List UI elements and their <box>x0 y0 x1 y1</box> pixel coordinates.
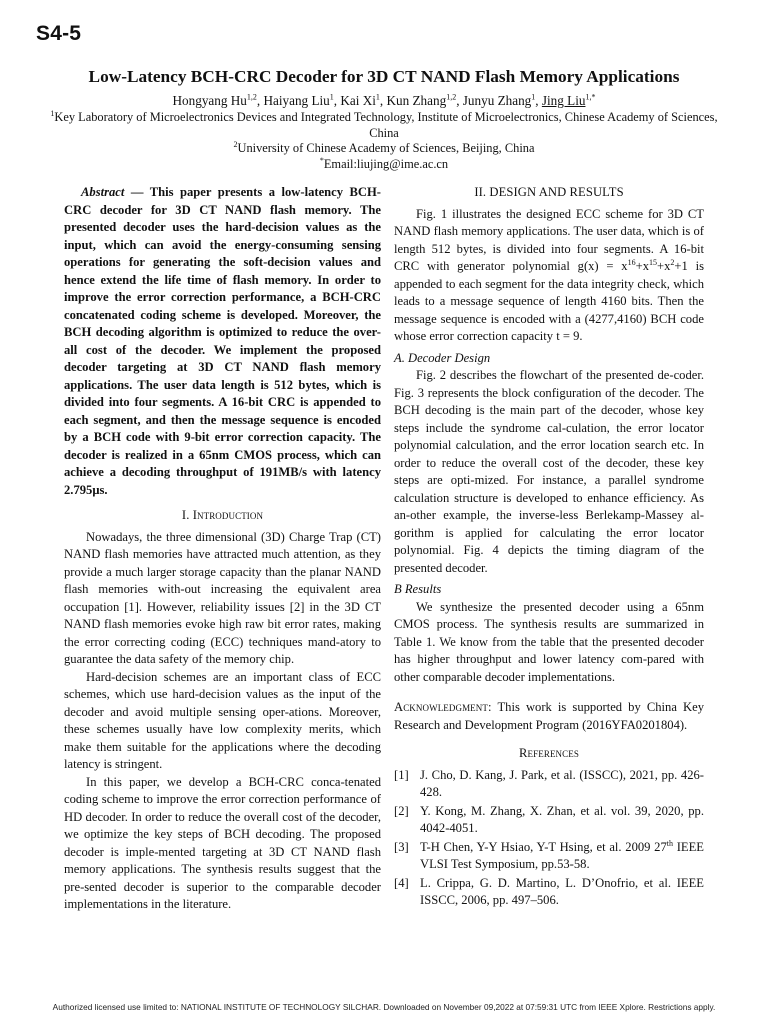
affiliation-1-text: Key Laboratory of Microelectronics Devices and Integrated Technology, Institute of Microelectronics, Chinese Academy of Sciences, China <box>54 110 718 140</box>
email-sup: * <box>319 155 324 165</box>
reference-list <box>394 767 704 910</box>
intro-paragraph-2: Hard-decision schemes are an important class of ECC schemes, which use hard-decision values as the input of the decoder and avoid multiple sensing oper-ations. Moreover, these schemes usually have low complexity merits, which make them suitable for the applications where the decoding latency is stringent. <box>64 669 381 771</box>
aff-sup: 2 <box>233 139 238 149</box>
subsection-decoder-design: A. Decoder Design <box>394 350 491 365</box>
author: Kai Xi <box>340 93 376 108</box>
decoder-design-paragraph: Fig. 2 describes the flowchart of the presented de-coder. Fig. 3 represents the block configuration of the decoder. The BCH decoding is the main part of the decoder, whose key steps include the syndrome cal-culation, the error locator polynomial calculation, and the error location search etc. In order to reduce the overall cost of the decoder, these key steps are opti-mized. For instance, a parallel syndrome calculation structure is developed to enhance efficiency. As an-other example, the inverse-less Berlekamp-Massey al-gorithm is applied for calculating the error locator polynomial. Fig. 4 depicts the timing diagram of the presented decoder. <box>394 368 704 575</box>
reference-text: L. Crippa, G. D. Martino, L. D’Onofrio, et al. IEEE ISSCC, 2006, pp. 497–506. <box>420 875 704 907</box>
abstract-lead: Abstract <box>81 185 125 199</box>
exponent: 2 <box>670 257 675 267</box>
acknowledgment <box>394 699 704 734</box>
affiliation-2-text: University of Chinese Academy of Sciences, Beijing, China <box>237 141 535 155</box>
results-paragraph: We synthesize the presented decoder using a 65nm CMOS process. The synthesis results are summarized in Table 1. We know from the table that the presented decoder has higher throughput and lower latency com-pared with other comparable decoder implementations. <box>394 599 704 684</box>
email <box>40 157 728 173</box>
acknowledgment-label: Acknowledgment: <box>394 700 492 714</box>
left-column <box>64 184 381 914</box>
acknowledgment-text: This work is supported by China Key Research and Development Program (2016YFA0201804). <box>394 700 705 732</box>
reference-number: [3] <box>394 839 409 854</box>
reference-item <box>394 839 704 874</box>
author: Haiyang Liu <box>263 93 330 108</box>
text-run: +x <box>635 259 649 273</box>
reference-number: [1] <box>394 767 409 782</box>
reference-item <box>394 803 704 838</box>
design-paragraph-1 <box>394 206 704 346</box>
subsection-results: B Results <box>394 582 442 596</box>
right-column <box>394 184 704 911</box>
session-id: S4-5 <box>36 22 82 45</box>
reference-text: Y. Kong, M. Zhang, X. Zhan, et al. vol. 39, 2020, pp. 4042-4051. <box>420 803 704 835</box>
author-sup: 1 <box>329 92 334 102</box>
reference-text: T-H Chen, Y-Y Hsiao, Y-T Hsing, et al. 2009 27 <box>420 839 667 854</box>
text-run: +1 is appended to each segment for the data integrity check, which leads to a message sequence of length 4160 bits. Then the message sequence is encoded with a (4277,4160) BCH code whose error correction capacity t = 9. <box>394 259 704 343</box>
author-list: Hongyang Hu$^{1,2}$, Haiyang Liu$^1$, Kai Xi$^1$, Kun Zhang$^{1,2}$, Junyu Zhang$^1$, Jing Liu$^{1,*}$ <box>172 92 596 108</box>
section-title: Introduction <box>192 508 264 522</box>
intro-paragraph-1: Nowadays, the three dimensional (3D) Charge Trap (CT) NAND flash memories have attracted much attention, as they provide a much larger storage capacity than the planar NAND flash memories with-out increasing the equivalent area occupation [1]. However, reliability issues [2] in the 3D CT NAND flash memories evoke high raw bit error rates, making the error correcting coding (ECC) techniques mand-atory to guarantee the data safety of the memory chip. <box>64 529 381 666</box>
author-sup: 1,2 <box>246 92 257 102</box>
section-heading-introduction <box>64 507 381 525</box>
exponent: 15 <box>649 257 657 267</box>
author-corresponding: Jing Liu <box>541 93 586 108</box>
reference-item <box>394 767 704 802</box>
abstract <box>64 184 381 499</box>
author: Junyu Zhang <box>462 93 532 108</box>
reference-number: [2] <box>394 803 409 818</box>
references-heading: References <box>519 746 579 760</box>
exponent: 16 <box>627 257 636 267</box>
text-run: +x <box>657 259 671 273</box>
reference-item <box>394 875 704 910</box>
author-sup: 1 <box>531 92 536 102</box>
paper-header <box>40 66 728 172</box>
author-sup: 1,* <box>585 92 596 102</box>
text-run: Fig. 1 illustrates the designed ECC scheme for 3D CT NAND flash memory applications. The user data, which is of length 512 bytes, is divided into four segments. A 16-bit CRC with generator polynomial g(x) = x <box>394 206 704 273</box>
section-heading-design: II. DESIGN AND RESULTS <box>474 185 624 199</box>
section-number: I. <box>181 508 190 522</box>
paper-title: Low-Latency BCH-CRC Decoder for 3D CT NAND Flash Memory Applications <box>88 67 680 86</box>
author: Hongyang Hu <box>172 93 247 108</box>
reference-text: IEEE VLSI Test Symposium, pp.53-58. <box>420 839 704 871</box>
ordinal-sup: th <box>666 838 674 848</box>
affiliation-1 <box>40 110 728 141</box>
reference-text: J. Cho, D. Kang, J. Park, et al. (ISSCC), 2021, pp. 426-428. <box>420 767 704 799</box>
affiliation-2 <box>40 141 728 157</box>
email-text: Email:liujing@ime.ac.cn <box>323 156 449 171</box>
author-sup: 1 <box>375 92 380 102</box>
abstract-text: — This paper presents a low-latency BCH-CRC decoder for 3D CT NAND flash memory. The presented decoder uses the hard-decision values as the input, which can avoid the energy-consuming sensing operations for generating the soft-decision values and hence extend the life time of flash memory. In order to improve the error correction performance, a BCH-CRC concatenated coding scheme is developed. Moreover, the BCH decoding algorithm is optimized to reduce the over-all cost of the decoder. We implement the proposed decoder targeting at 3D CT NAND flash memory applications. The user data length is 512 bytes, which is divided into four segments. A 16-bit CRC is appended to each segment, and then the message sequence is encoded by a BCH code with 9-bit error correction capacity. The decoder is realized in a 65nm CMOS process, which can achieve a decoding throughput of 191MB/s with latency 2.795μs. <box>64 185 382 497</box>
author: Kun Zhang <box>386 93 447 108</box>
reference-number: [4] <box>394 875 409 890</box>
intro-paragraph-3: In this paper, we develop a BCH-CRC conca-tenated coding scheme to improve the error correction performance of HD decoder. In order to reduce the overall cost of the decoder, we optimize the key steps of BCH decoding. The proposed decoder is imple-mented targeting at 3D CT NAND flash memory applications. The synthesis results suggest that the pre-sented decoder is superior to the comparable decoder implementations in the literature. <box>64 774 381 911</box>
author-sup: 1,2 <box>446 92 457 102</box>
license-footer: Authorized licensed use limited to: NATIONAL INSTITUTE OF TECHNOLOGY SILCHAR. Downloaded on November 09,2022 at 07:59:31 UTC from IEEE Xplore. Restrictions apply. <box>52 1002 716 1012</box>
aff-sup: 1 <box>50 108 55 118</box>
